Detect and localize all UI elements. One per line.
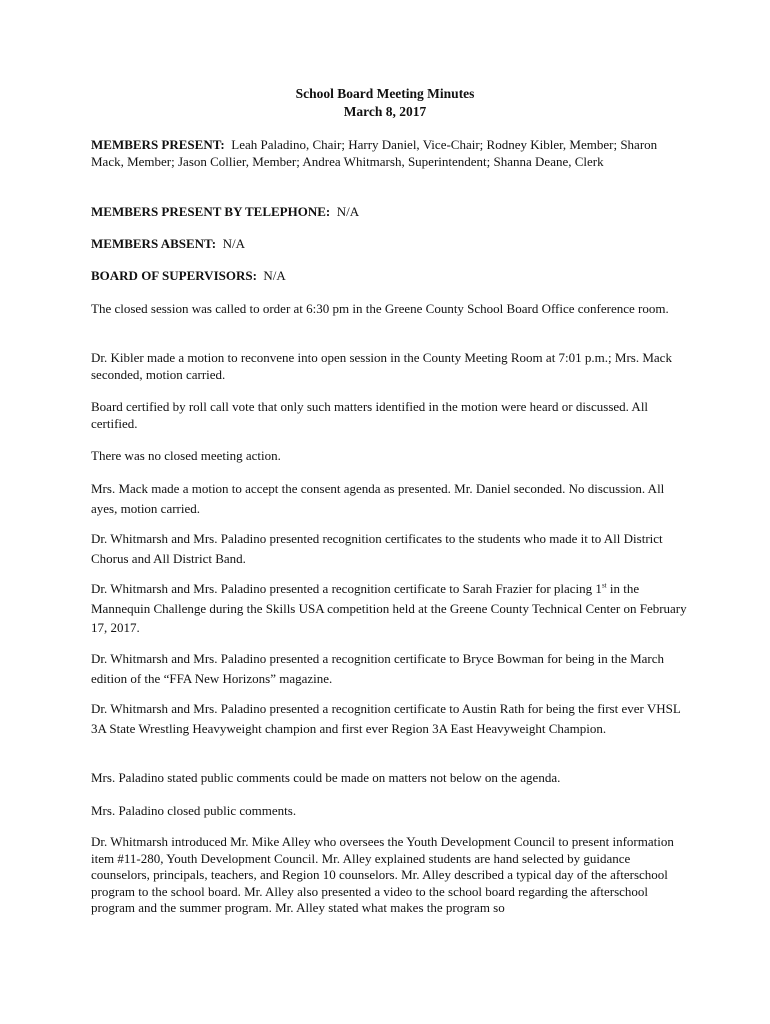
board-of-supervisors-value: N/A xyxy=(263,268,286,283)
document-date: March 8, 2017 xyxy=(343,104,427,119)
members-present xyxy=(91,137,691,170)
members-absent-label: MEMBERS ABSENT: xyxy=(91,236,217,251)
paragraph-reconvene: Dr. Kibler made a motion to reconvene into open session in the County Meeting Room at 7:01 p.m.; Mrs. Mack seconded, motion carried. xyxy=(91,350,672,382)
members-absent xyxy=(91,235,691,253)
paragraph-public-comments-closed: Mrs. Paladino closed public comments. xyxy=(91,803,297,818)
board-of-supervisors xyxy=(91,267,691,285)
members-telephone xyxy=(91,203,691,221)
p7-text-end: in the Mannequin Challenge during the Skills USA competition held at the Greene County Technical Center on February 17, 2017. xyxy=(91,581,687,635)
board-of-supervisors-label: BOARD OF SUPERVISORS: xyxy=(91,268,257,283)
members-absent-value: N/A xyxy=(222,236,245,251)
members-present-label: MEMBERS PRESENT: xyxy=(91,137,225,152)
paragraph-closed-session: The closed session was called to order at 6:30 pm in the Greene County School Board Office conference room. xyxy=(91,301,669,316)
paragraph-sarah-frazier xyxy=(91,579,691,638)
paragraph-chorus-band: Dr. Whitmarsh and Mrs. Paladino presented recognition certificates to the students who made it to All District Chorus and All District Band. xyxy=(91,531,663,566)
paragraph-consent-agenda: Mrs. Mack made a motion to accept the consent agenda as presented. Mr. Daniel seconded. No discussion. All ayes, motion carried. xyxy=(91,481,665,516)
paragraph-no-action: There was no closed meeting action. xyxy=(91,448,281,463)
p7-text-start: Dr. Whitmarsh and Mrs. Paladino presented a recognition certificate to Sarah Frazier for placing 1 xyxy=(91,581,602,596)
paragraph-youth-development: Dr. Whitmarsh introduced Mr. Mike Alley who oversees the Youth Development Council to present information item #11-280, Youth Development Council. Mr. Alley explained students are hand selected by guidance counselors, principals, teachers, and Region 10 counselors. Mr. Alley described a typical day of the afterschool program to the school board. Mr. Alley also presented a video to the school board regarding the afterschool program and the summer program. Mr. Alley stated what makes the program so xyxy=(91,834,674,915)
ordinal-superscript: st xyxy=(601,581,607,590)
paragraph-bryce-bowman: Dr. Whitmarsh and Mrs. Paladino presented a recognition certificate to Bryce Bowman for being in the March edition of the “FFA New Horizons” magazine. xyxy=(91,651,665,686)
members-telephone-value: N/A xyxy=(336,204,360,219)
paragraph-public-comments-open: Mrs. Paladino stated public comments could be made on matters not below on the agenda. xyxy=(91,770,561,785)
paragraph-austin-rath: Dr. Whitmarsh and Mrs. Paladino presented a recognition certificate to Austin Rath for being the first ever VHSL 3A State Wrestling Heavyweight champion and first ever Region 3A East Heavyweight Champion. xyxy=(91,701,681,736)
document-title: School Board Meeting Minutes xyxy=(295,86,475,101)
members-telephone-label: MEMBERS PRESENT BY TELEPHONE: xyxy=(91,204,331,219)
paragraph-certified: Board certified by roll call vote that only such matters identified in the motion were heard or discussed. All certified. xyxy=(91,399,649,431)
members-present-value: Leah Paladino, Chair; Harry Daniel, Vice-Chair; Rodney Kibler, Member; Sharon Mack, Member; Jason Collier, Member; Andrea Whitmarsh, Superintendent; Shanna Deane, Clerk xyxy=(91,137,658,169)
